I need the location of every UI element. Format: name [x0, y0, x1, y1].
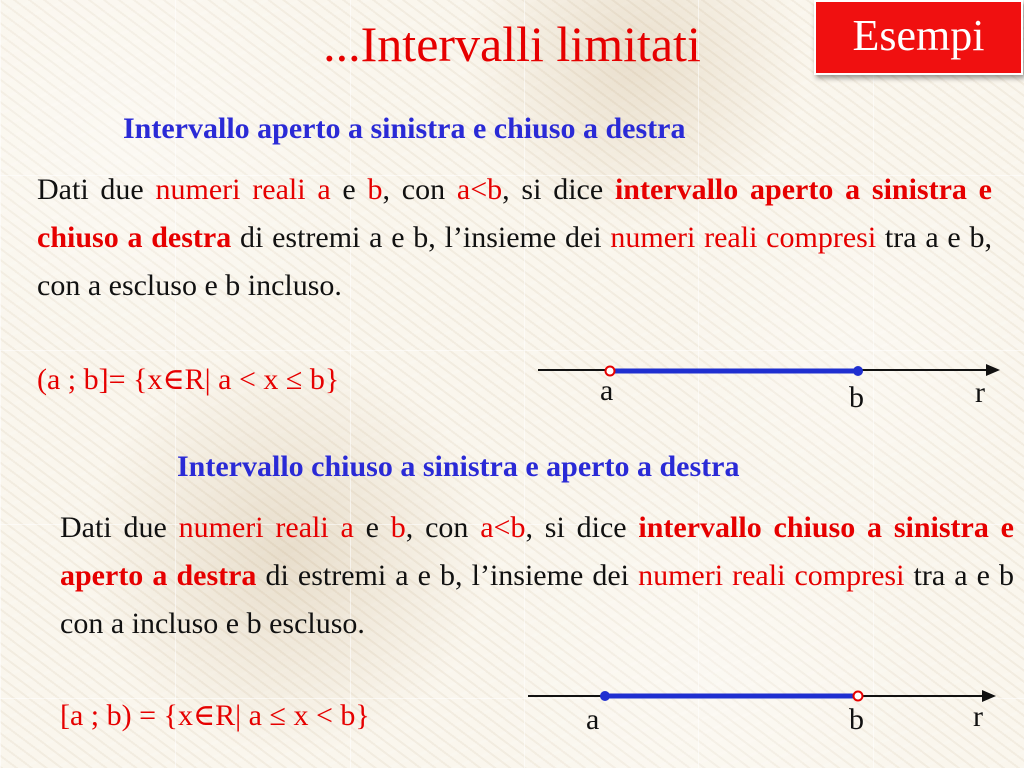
section1-formula: (a ; b]= {x∈R| a < x ≤ b}: [37, 363, 340, 396]
text-run-highlight: a<b: [480, 511, 526, 544]
line-label-r: r: [975, 376, 985, 409]
text-run: e: [353, 511, 391, 544]
text-run: tra a e b con a incluso e b escluso.: [60, 559, 1014, 640]
line-label-b: b: [849, 381, 864, 414]
esempi-button[interactable]: Esempi: [814, 0, 1023, 75]
section1-heading: Intervallo aperto a sinistra e chiuso a destra: [123, 112, 686, 145]
section2-heading: Intervallo chiuso a sinistra e aperto a destra: [177, 450, 740, 483]
section2-definition: [60, 504, 1014, 648]
line-label-a: a: [600, 374, 614, 407]
section1-definition: [37, 166, 992, 310]
line-label-b: b: [849, 703, 864, 736]
text-run: , con: [405, 511, 481, 544]
text-run: , con: [382, 173, 457, 206]
text-run-bold-highlight: intervallo aperto a sinistra e chiuso a destra: [37, 173, 992, 254]
text-run: Dati due: [60, 511, 179, 544]
slide-title: ...Intervalli limitati: [323, 16, 701, 72]
text-run-highlight: numeri reali compresi: [638, 559, 905, 592]
background-tile-line: [0, 0, 1, 768]
text-run-bold-highlight: intervallo chiuso a sinistra e aperto a destra: [60, 511, 1014, 592]
text-run: , si dice: [525, 511, 639, 544]
text-run: , si dice: [502, 173, 615, 206]
text-run: Dati due: [37, 173, 156, 206]
text-run: tra a e b, con a escluso e b incluso.: [37, 221, 992, 302]
text-run-highlight: numeri reali a: [155, 173, 331, 206]
text-run-highlight: b: [390, 511, 406, 544]
arrow-head: [986, 364, 1000, 376]
text-run: di estremi a e b, l’insieme dei: [256, 559, 639, 592]
text-run: di estremi a e b, l’insieme dei: [231, 221, 611, 254]
closed-endpoint-b: [853, 366, 863, 376]
line-label-r: r: [973, 700, 983, 733]
text-run-highlight: a<b: [456, 173, 503, 206]
text-run-highlight: numeri reali a: [178, 511, 354, 544]
background-tile-line: [0, 350, 1024, 351]
text-run-highlight: numeri reali compresi: [610, 221, 877, 254]
line-label-a: a: [586, 703, 600, 736]
open-endpoint-b: [854, 692, 863, 701]
text-run: e: [330, 173, 368, 206]
arrow-head: [982, 690, 996, 702]
section2-formula: [a ; b) = {x∈R| a ≤ x < b}: [60, 699, 370, 732]
closed-endpoint-a: [600, 691, 610, 701]
text-run-highlight: b: [367, 173, 383, 206]
